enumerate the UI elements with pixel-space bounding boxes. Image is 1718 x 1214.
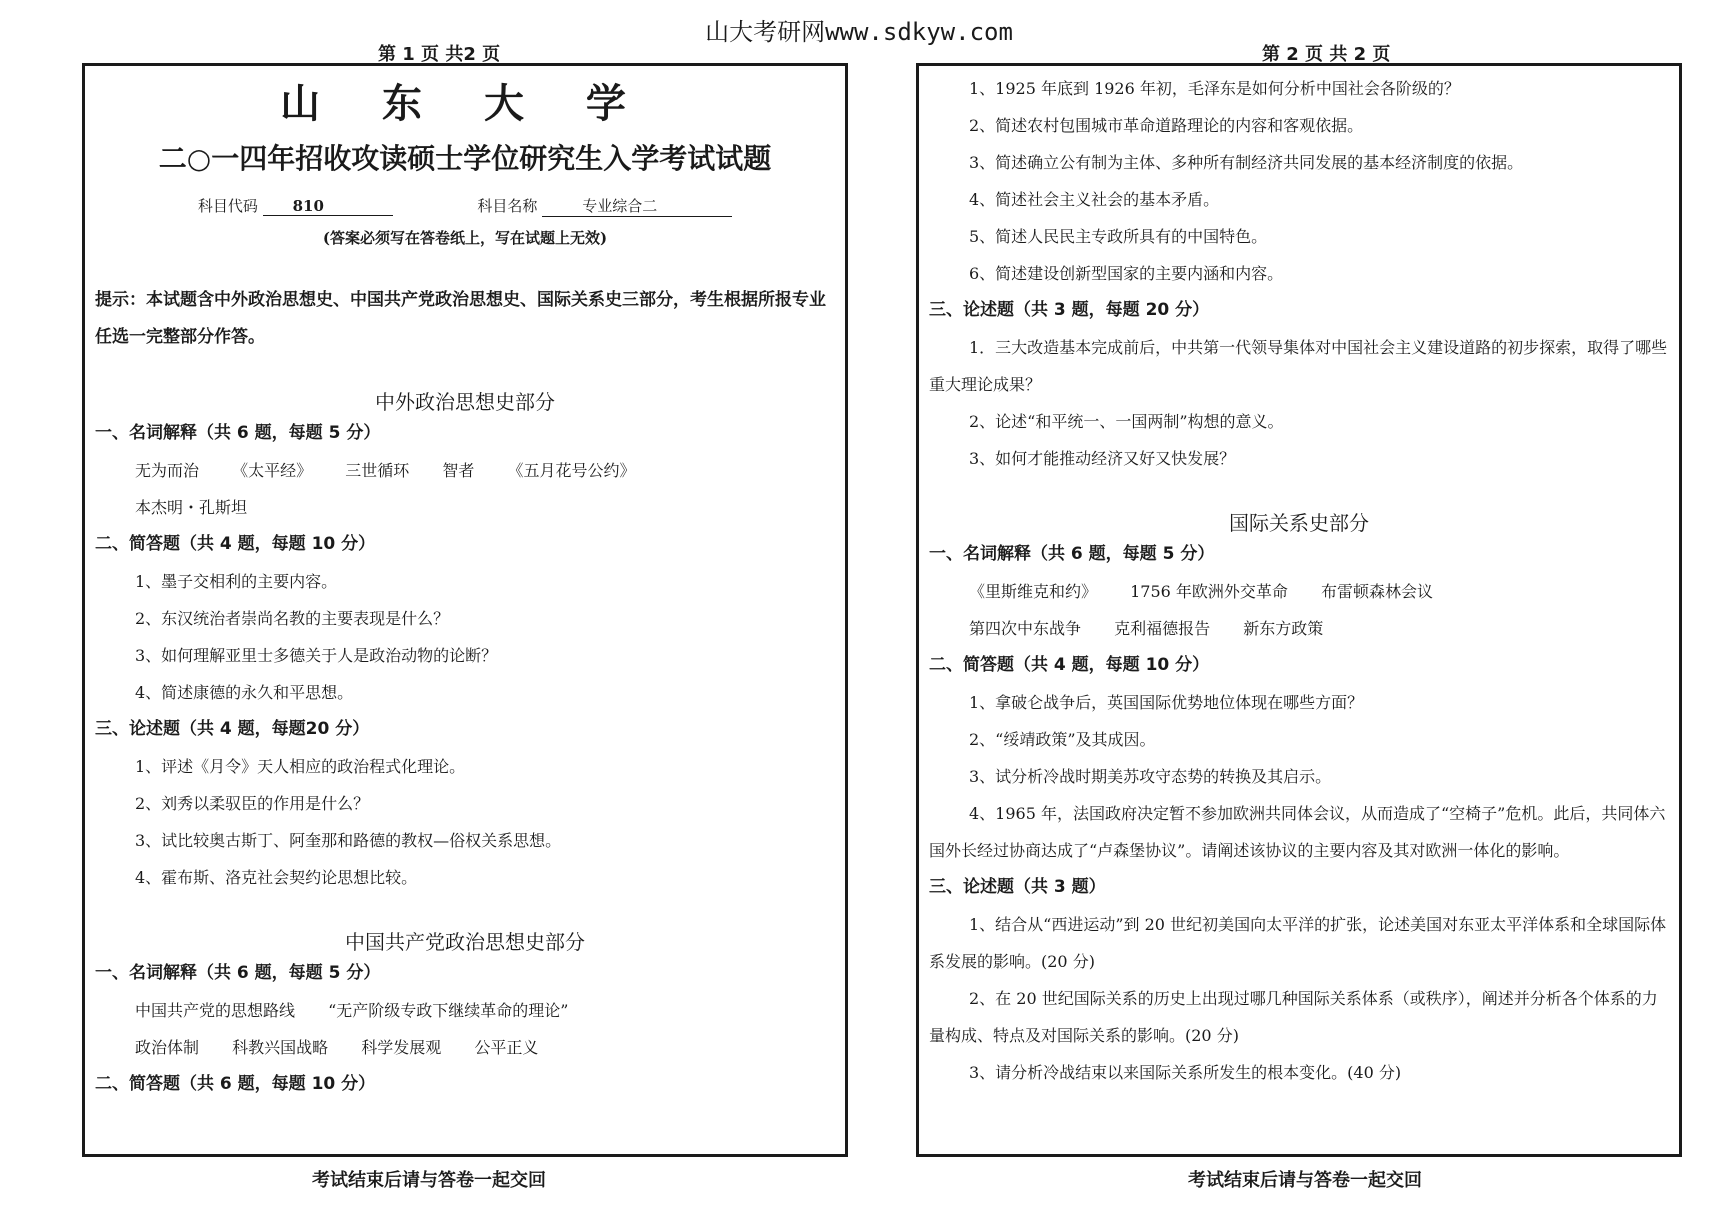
question: 3、试比较奥古斯丁、阿奎那和路德的教权—俗权关系思想。 <box>135 831 562 850</box>
term: 克利福德报告 <box>1114 619 1211 638</box>
part-title: 二、简答题（共 4 题，每题 10 分） <box>929 655 1210 675</box>
term: 本杰明・孔斯坦 <box>135 498 248 517</box>
question: 4、简述社会主义社会的基本矛盾。 <box>969 190 1220 209</box>
page-number-2: 第 2 页 共 2 页 <box>1262 44 1391 65</box>
exam-title: 二○一四年招收攻读硕士学位研究生入学考试试题 <box>158 142 772 175</box>
section-title-international-relations: 国际关系史部分 <box>1229 511 1369 535</box>
question: 2、简述农村包围城市革命道路理论的内容和客观依据。 <box>969 116 1364 135</box>
term: 无为而治 <box>135 461 200 480</box>
question: 4、霍布斯、洛克社会契约论思想比较。 <box>135 868 418 887</box>
name-label: 科目名称 <box>477 197 538 215</box>
question: 3、请分析冷战结束以来国际关系所发生的根本变化。(40 分) <box>969 1063 1402 1082</box>
terms-row <box>135 489 845 526</box>
question: 6、简述建设创新型国家的主要内涵和内容。 <box>969 264 1284 283</box>
question: 3、如何理解亚里士多德关于人是政治动物的论断？ <box>135 646 498 665</box>
term: 《五月花号公约》 <box>507 461 636 480</box>
exam-page-1 <box>82 63 848 1157</box>
terms-row <box>969 610 1679 647</box>
term: 政治体制 <box>135 1038 200 1057</box>
question: 2、东汉统治者崇尚名教的主要表现是什么？ <box>135 609 450 628</box>
question: 3、简述确立公有制为主体、多种所有制经济共同发展的基本经济制度的依据。 <box>969 153 1524 172</box>
question: 4、1965 年，法国政府决定暂不参加欧洲共同体会议，从而造成了“空椅子”危机。此后，共同体六国外长经过协商达成了“卢森堡协议”。请阐述该协议的主要内容及其对欧洲一体化的影响。 <box>929 804 1666 860</box>
section-title-cpc-thought: 中国共产党政治思想史部分 <box>345 930 585 954</box>
question: 1、评述《月令》天人相应的政治程式化理论。 <box>135 757 466 776</box>
code-label: 科目代码 <box>197 197 258 215</box>
term: “无产阶级专政下继续革命的理论” <box>328 1001 569 1020</box>
exam-page-2 <box>916 63 1682 1157</box>
part-title: 三、论述题（共 3 题） <box>929 877 1106 897</box>
question: 5、简述人民民主专政所具有的中国特色。 <box>969 227 1268 246</box>
question: 2、论述“和平统一、一国两制”构想的意义。 <box>969 412 1284 431</box>
term: 布雷顿森林会议 <box>1321 582 1434 601</box>
term: 1756 年欧洲外交革命 <box>1130 582 1288 601</box>
code-value: 810 <box>263 197 393 216</box>
term: 公平正义 <box>474 1038 539 1057</box>
terms-row <box>135 1029 845 1066</box>
question: 1．三大改造基本完成前后，中共第一代领导集体对中国社会主义建设道路的初步探索，取得了哪些重大理论成果？ <box>929 338 1668 394</box>
question: 2、在 20 世纪国际关系的历史上出现过哪几种国际关系体系（或秩序），阐述并分析各个体系的力量构成、特点及对国际关系的影响。(20 分) <box>929 989 1658 1045</box>
term: 新东方政策 <box>1243 619 1324 638</box>
question: 1、1925 年底到 1926 年初，毛泽东是如何分析中国社会各阶级的？ <box>969 79 1460 98</box>
question: 2、刘秀以柔驭臣的作用是什么？ <box>135 794 370 813</box>
part-title: 一、名词解释（共 6 题，每题 5 分） <box>95 963 381 983</box>
term: 中国共产党的思想路线 <box>135 1001 296 1020</box>
term: 三世循环 <box>345 461 410 480</box>
term: 《里斯维克和约》 <box>969 582 1098 601</box>
terms-row <box>135 992 845 1029</box>
terms-row <box>135 452 845 489</box>
question: 3、如何才能推动经济又好又快发展？ <box>969 449 1236 468</box>
name-value: 专业综合二 <box>542 195 732 217</box>
footer-note-1: 考试结束后请与答卷一起交回 <box>312 1170 546 1191</box>
footer-note-2: 考试结束后请与答卷一起交回 <box>1188 1170 1422 1191</box>
part-title: 三、论述题（共 4 题，每题20 分） <box>95 719 370 739</box>
part-title: 二、简答题（共 6 题，每题 10 分） <box>95 1074 376 1094</box>
terms-row <box>969 573 1679 610</box>
part-title: 一、名词解释（共 6 题，每题 5 分） <box>929 544 1215 564</box>
term: 科学发展观 <box>361 1038 442 1057</box>
page-number-1: 第 1 页 共2 页 <box>378 44 501 65</box>
section-title-political-thought: 中外政治思想史部分 <box>375 390 555 414</box>
question: 3、试分析冷战时期美苏攻守态势的转换及其启示。 <box>969 767 1332 786</box>
subject-meta <box>85 195 845 217</box>
term: 第四次中东战争 <box>969 619 1082 638</box>
part-title: 二、简答题（共 4 题，每题 10 分） <box>95 534 376 554</box>
question: 1、墨子交相利的主要内容。 <box>135 572 338 591</box>
site-header: 山大考研网www.sdkyw.com <box>705 18 1013 46</box>
part-title: 一、名词解释（共 6 题，每题 5 分） <box>95 423 381 443</box>
part-title: 三、论述题（共 3 题，每题 20 分） <box>929 300 1210 320</box>
answer-notice: (答案必须写在答卷纸上，写在试题上无效) <box>322 229 608 247</box>
question: 2、“绥靖政策”及其成因。 <box>969 730 1156 749</box>
exam-tip: 提示：本试题含中外政治思想史、中国共产党政治思想史、国际关系史三部分，考生根据所报专业任选一完整部分作答。 <box>95 290 826 347</box>
term: 智者 <box>442 461 475 480</box>
question: 1、结合从“西进运动”到 20 世纪初美国向太平洋的扩张，论述美国对东亚太平洋体系和全球国际体系发展的影响。(20 分) <box>929 915 1667 971</box>
term: 《太平经》 <box>232 461 313 480</box>
question: 1、拿破仑战争后，英国国际优势地位体现在哪些方面？ <box>969 693 1364 712</box>
term: 科教兴国战略 <box>232 1038 329 1057</box>
question: 4、简述康德的永久和平思想。 <box>135 683 354 702</box>
university-name: 山 东 大 学 <box>280 81 650 127</box>
